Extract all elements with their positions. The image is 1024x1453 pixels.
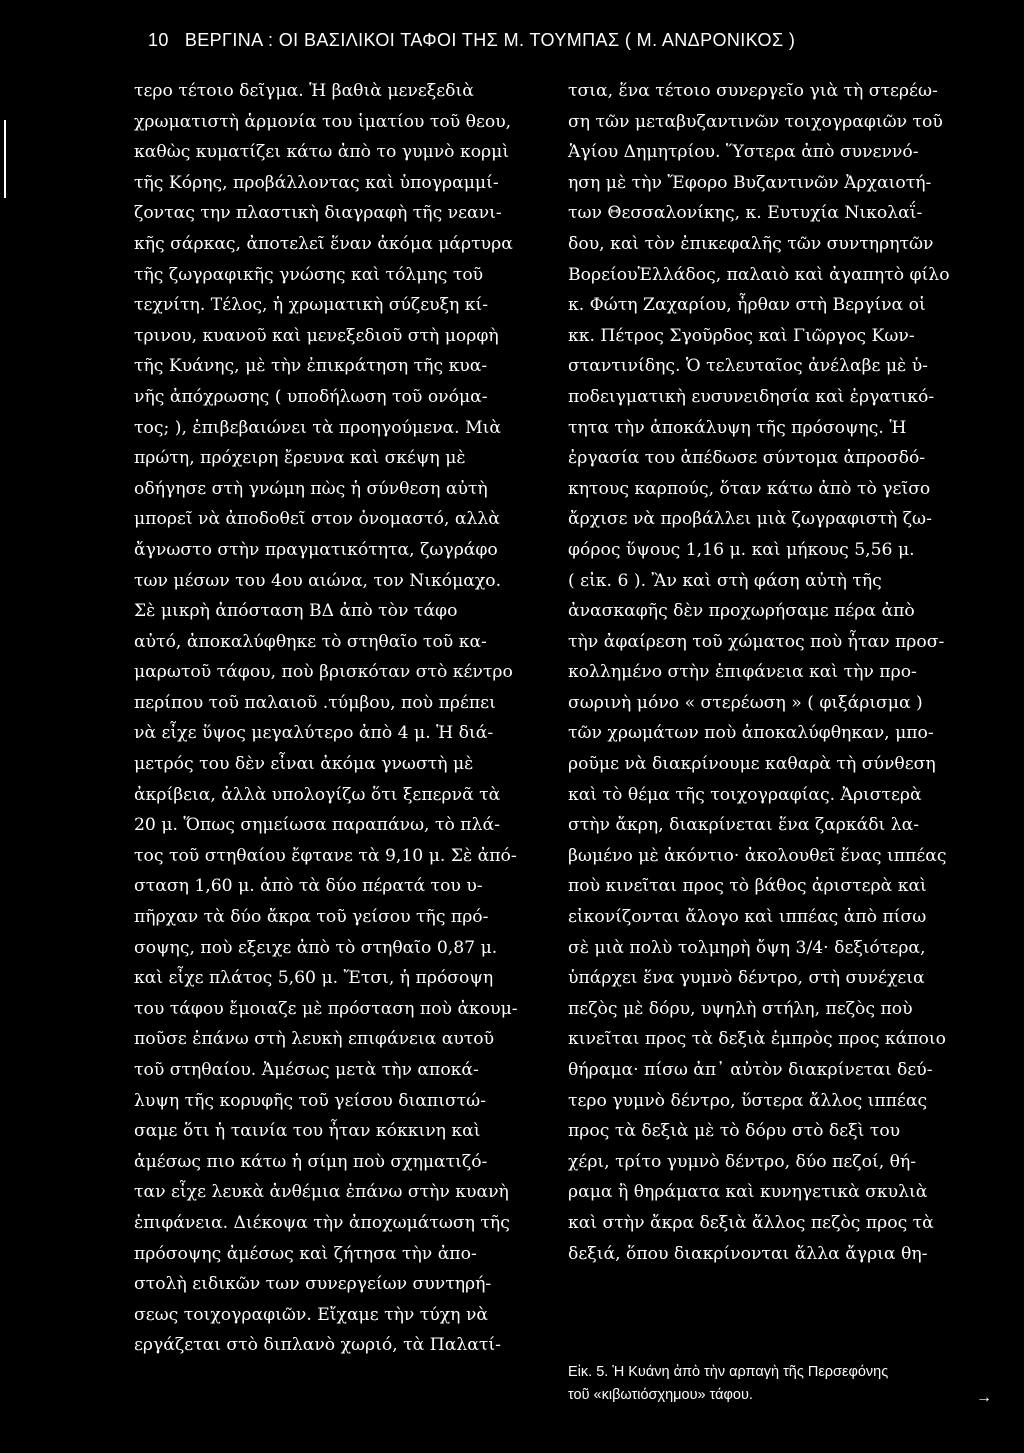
text-line: ἀκρίβεια, ἀλλὰ υπολογίζω ὅτι ξεπερνᾶ τὰ — [134, 784, 501, 805]
text-line: πρώτη, πρόχειρη ἔρευνα καὶ σκέψη μὲ — [134, 448, 466, 469]
text-line: δου, καὶ τὸν ἐπικεφαλῆς τῶν συντηρητῶν — [568, 233, 934, 254]
text-line: ηση μὲ τὴν Ἔφορο Βυζαντινῶν Ἀρχαιοτή- — [568, 172, 932, 193]
text-line: σεως τοιχογραφιῶν. Εἴχαμε τὴν τύχη νὰ — [134, 1304, 488, 1325]
text-line: ποὺ κινεῖται προς τὸ βάθος ἀριστερὰ καὶ — [568, 876, 927, 897]
text-line: ἐργασία του ἀπέδωσε σύντομα ἀπροσδό- — [568, 448, 926, 469]
text-line: μετρός του δὲν εἶναι ἀκόμα γνωστὴ μὲ — [134, 754, 474, 775]
text-line: πῆρχαν τὰ δύο ἄκρα τοῦ γείσου τῆς πρό- — [134, 907, 489, 928]
text-line: εἰκονίζονται ἄλογο καὶ ιππέας ἀπὸ πίσω — [568, 907, 927, 928]
text-line: ταν εἶχε λευκὰ ἀνθέμια ἐπάνω στὴν κυανὴ — [134, 1182, 509, 1203]
text-line: τεχνίτη. Τέλος, ἡ χρωματικὴ σύζευξη κί- — [134, 295, 489, 316]
text-line: στολὴ ειδικῶν των συνεργείων συντηρή- — [134, 1274, 492, 1295]
text-line: ση τῶν μεταβυζαντινῶν τοιχογραφιῶν τοῦ — [568, 111, 943, 132]
text-line: κινεῖται προς τὰ δεξιὰ ἐμπρὸς προς κάποιο — [568, 1029, 946, 1050]
text-line: δεξιά, ὅπου διακρίνονται ἄλλα ἄγρια θη- — [568, 1243, 928, 1264]
text-line: καὶ τὸ θέμα τῆς τοιχογραφίας. Ἀριστερὰ — [568, 784, 922, 805]
text-line: σαμε ὅτι ἡ ταινία του ἦταν κόκκινη καὶ — [134, 1121, 481, 1142]
text-line: κ. Φώτη Ζαχαρίου, ἦρθαν στὴ Βεργίνα οἱ — [568, 295, 926, 316]
text-line: ἄρχισε νὰ προβάλλει μιὰ ζωγραφιστὴ ζω- — [568, 509, 932, 530]
text-line: τητα τὴν ἀποκάλυψη τῆς πρόσοψης. Ἡ — [568, 417, 907, 438]
text-line: τοῦ στηθαίου. Ἀμέσως μετὰ τὴν αποκά- — [134, 1060, 479, 1080]
text-line: σωρινὴ μόνο « στερέωση » ( φιξάρισμα ) — [568, 692, 923, 713]
text-line: κῆς σάρκας, ἀποτελεῖ ἕναν ἀκόμα μάρτυρα — [134, 233, 513, 254]
text-line: πεζὸς μὲ δόρυ, υψηλὴ στήλη, πεζὸς ποὺ — [568, 998, 913, 1019]
text-line: τος τοῦ στηθαίου ἔφτανε τὰ 9,10 μ. Σὲ ἀπό- — [134, 845, 517, 866]
text-line: εργάζεται στὸ διπλανὸ χωριό, τὰ Παλατί- — [134, 1335, 501, 1356]
text-line: μαρωτοῦ τάφου, ποὺ βρισκόταν στὸ κέντρο — [134, 662, 513, 683]
text-line: ΒορείουἙλλάδος, παλαιὸ καὶ ἀγαπητὸ φίλο — [568, 264, 950, 285]
text-line: τρινου, κυανοῦ καὶ μενεξεδιοῦ στὴ μορφὴ — [134, 325, 499, 346]
text-line: 20 μ. Ὅπως σημείωσα παραπάνω, τὸ πλά- — [134, 815, 500, 836]
text-line: χρωματιστὴ ἁρμονία του ἱματίου τοῦ θεου, — [134, 111, 512, 132]
text-line: τῆς ζωγραφικῆς γνώσης καὶ τόλμης τοῦ — [134, 264, 484, 285]
text-line: σταντινίδης. Ὁ τελευταῖος ἀνέλαβε μὲ ὑ- — [568, 356, 928, 377]
caption-line: τοῦ «κιβωτιόσχημου» τάφου. — [568, 1387, 753, 1403]
text-line: καὶ στὴν ἄκρα δεξιὰ ἄλλος πεζὸς προς τὰ — [568, 1212, 934, 1233]
text-line: τερο τέτοιο δεῖγμα. Ἡ βαθιὰ μενεξεδιὰ — [134, 81, 474, 101]
caption-line: Εἰκ. 5. Ἡ Κυάνη ἀπὸ τὴν αρπαγὴ τῆς Περσεφόνης — [568, 1364, 889, 1380]
text-line: ( εἰκ. 6 ). Ἂν καὶ στὴ φάση αὐτὴ τῆς — [568, 570, 882, 591]
text-line: μπορεῖ νὰ ἀποδοθεῖ στον ὀνομαστό, αλλὰ — [134, 509, 500, 530]
figure-caption — [568, 1361, 1008, 1407]
text-line: κολλημένο στὴν ἐπιφάνεια καὶ τὴν προ- — [568, 662, 917, 683]
text-line: ἐπιφάνεια. Διέκοψα τὴν ἀποχωμάτωση τῆς — [134, 1212, 510, 1233]
text-line: τῆς Κυάνης, μὲ τὴν ἐπικράτηση τῆς κυα- — [134, 356, 488, 377]
text-line: ζοντας την πλαστικὴ διαγραφὴ τῆς νεανι- — [134, 203, 502, 224]
text-line: κητους καρπούς, ὅταν κάτω ἀπὸ τὸ γεῖσο — [568, 478, 931, 499]
text-line: προς τὰ δεξιὰ μὲ τὸ δόρυ στὸ δεξὶ του — [568, 1121, 901, 1142]
text-line: ἀμέσως πιο κάτω ἡ σίμη ποὺ σχηματιζό- — [134, 1151, 488, 1172]
text-line: βωμένο μὲ ἀκόντιο· ἀκολουθεῖ ἕνας ιππέας — [568, 845, 947, 866]
page-number: 10 — [148, 29, 169, 50]
text-line: σοψης, ποὺ εξειχε ἀπὸ τὸ στηθαῖο 0,87 μ. — [134, 937, 498, 958]
text-line: τερο γυμνὸ δέντρο, ὕστερα ἄλλος ιππέας — [568, 1090, 928, 1111]
text-line: στὴν ἄκρη, διακρίνεται ἕνα ζαρκάδι λα- — [568, 815, 920, 836]
text-line: τος; ), ἐπιβεβαιώνει τὰ προηγούμενα. Μιὰ — [134, 417, 502, 438]
text-line: τῆς Κόρης, προβάλλοντας καὶ ὑπογραμμί- — [134, 172, 499, 193]
text-line: περίπου τοῦ παλαιοῦ .τύμβου, ποὺ πρέπει — [134, 692, 496, 713]
text-line: φόρος ὕψους 1,16 μ. καὶ μήκους 5,56 μ. — [568, 539, 915, 560]
left-text-column — [134, 76, 554, 1361]
text-line: των Θεσσαλονίκης, κ. Ευτυχία Νικολαΐ- — [568, 203, 923, 224]
text-line: του τάφου ἔμοιαζε μὲ πρόσταση ποὺ ἀκουμ- — [134, 998, 518, 1019]
text-line: τὴν ἀφαίρεση τοῦ χώματος ποὺ ἦταν προσ- — [568, 631, 945, 652]
text-line: ποδειγματικὴ ευσυνειδησία καὶ ἐργατικό- — [568, 386, 935, 407]
text-line: ὑπάρχει ἕνα γυμνὸ δέντρο, στὴ συνέχεια — [568, 968, 925, 989]
running-title: ΒΕΡΓΙΝΑ : ΟΙ ΒΑΣΙΛΙΚΟΙ ΤΑΦΟΙ ΤΗΣ Μ. ΤΟΥΜΠΑΣ ( Μ. ΑΝΔΡΟΝΙΚΟΣ ) — [184, 29, 796, 50]
text-line: Ἁγίου Δημητρίου. Ὕστερα ἀπὸ συνεννό- — [568, 142, 919, 163]
text-line: ἀνασκαφῆς δὲν προχωρήσαμε πέρα ἀπὸ — [568, 601, 915, 622]
text-line: οδήγησε στὴ γνώμη πὼς ἡ σύνθεση αὐτὴ — [134, 478, 488, 499]
text-line: χέρι, τρίτο γυμνὸ δέντρο, δύο πεζοί, θή- — [568, 1151, 917, 1172]
text-line: ροῦμε νὰ διακρίνουμε καθαρὰ τὴ σύνθεση — [568, 754, 936, 775]
text-line: τσια, ἕνα τέτοιο συνεργεῖο γιὰ τὴ στερέω- — [568, 81, 938, 101]
text-line: νὰ εἶχε ὕψος μεγαλύτερο ἀπὸ 4 μ. Ἡ διά- — [134, 723, 494, 744]
text-line: τῶν χρωμάτων ποὺ ἀποκαλύφθηκαν, μπο- — [568, 723, 934, 744]
text-line: των μέσων του 4ου αιώνα, τον Νικόμαχο. — [134, 570, 502, 591]
continue-arrow-icon: → — [976, 1389, 992, 1406]
margin-rule — [4, 120, 6, 198]
text-line: θήραμα· πίσω ἀπ᾽ αὐτὸν διακρίνεται δεύ- — [568, 1060, 933, 1080]
text-line: αὐτό, ἀποκαλύφθηκε τὸ στηθαῖο τοῦ κα- — [134, 631, 487, 652]
text-line: ποῦσε ἐπάνω στὴ λευκὴ επιφάνεια αυτοῦ — [134, 1029, 495, 1050]
text-line: Σὲ μικρὴ ἀπόσταση ΒΔ ἀπὸ τὸν τάφο — [134, 601, 458, 622]
text-line: καὶ εἶχε πλάτος 5,60 μ. Ἔτσι, ἡ πρόσοψη — [134, 968, 494, 989]
text-line: ἄγνωστο στὴν πραγματικότητα, ζωγράφο — [134, 539, 498, 560]
right-text-column — [568, 76, 988, 1269]
text-line: καθὼς κυματίζει κάτω ἀπὸ το γυμνὸ κορμὶ — [134, 142, 510, 163]
text-line: κκ. Πέτρος Σγοῦρδος καὶ Γιῶργος Κων- — [568, 325, 915, 346]
running-header — [148, 20, 908, 60]
text-line: λυψη τῆς κορυφῆς τοῦ γείσου διαπιστώ- — [134, 1090, 487, 1111]
text-line: πρόσοψης ἀμέσως καὶ ζήτησα τὴν ἀπο- — [134, 1243, 477, 1264]
text-line: ραμα ἢ θηράματα καὶ κυνηγετικὰ σκυλιὰ — [568, 1182, 928, 1203]
text-line: σὲ μιὰ πολὺ τολμηρὴ ὄψη 3/4· δεξιότερα, — [568, 937, 926, 958]
text-line: νῆς ἀπόχρωσης ( υποδήλωση τοῦ ονόμα- — [134, 386, 488, 407]
text-line: σταση 1,60 μ. ἀπὸ τὰ δύο πέρατά του υ- — [134, 876, 483, 897]
